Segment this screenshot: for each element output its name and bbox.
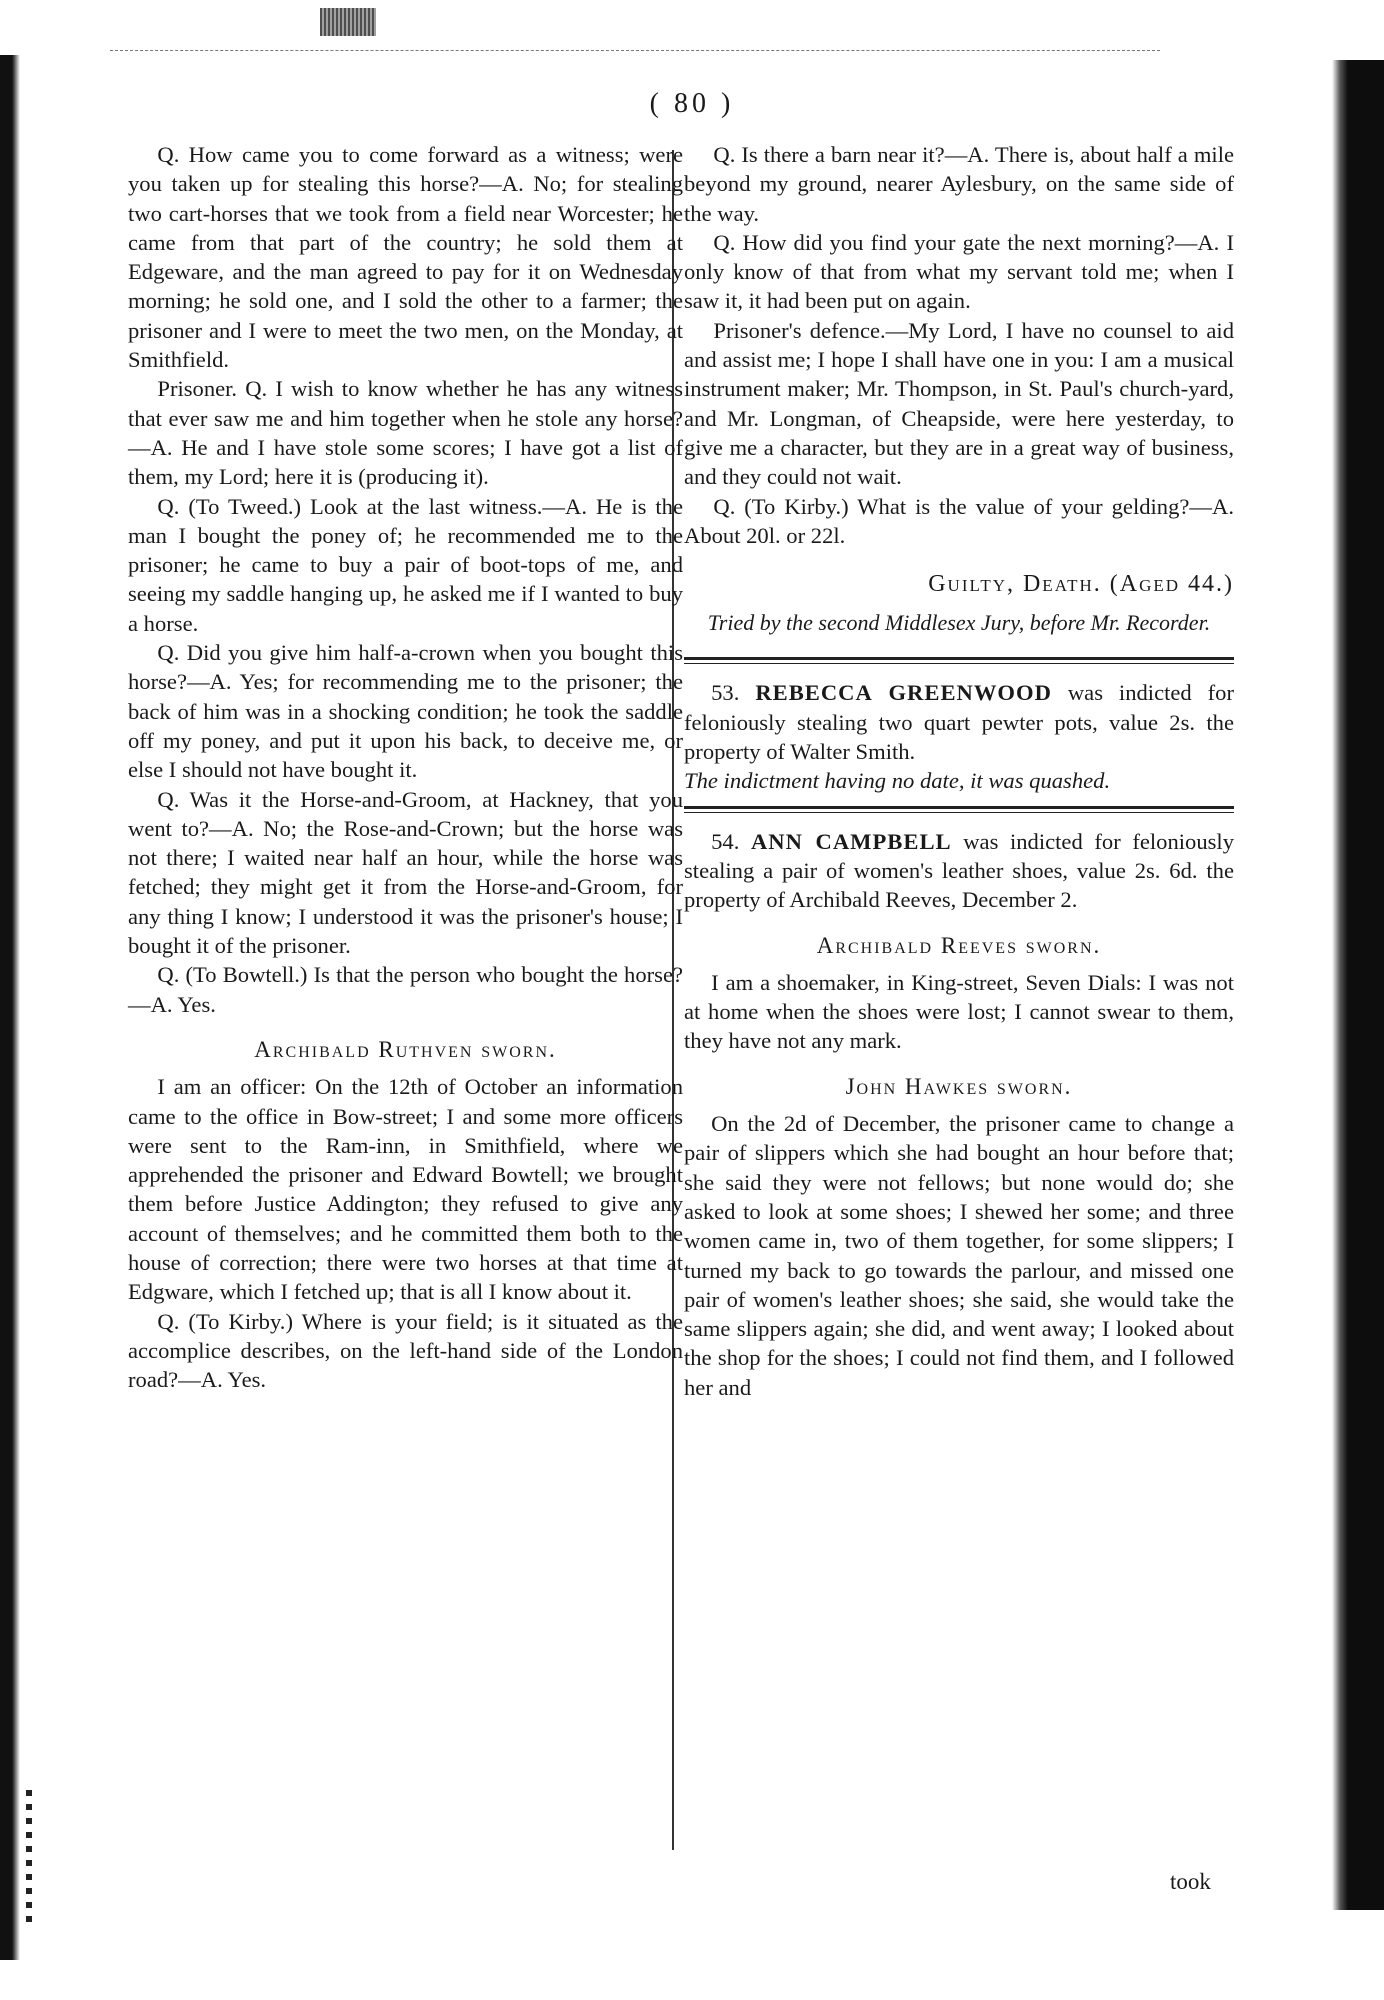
- margin-marks: [26, 1790, 32, 1930]
- left-paragraph-6: Q. (To Bowtell.) Is that the person who bought the horse?—A. Yes.: [128, 962, 683, 1017]
- case-53-name: REBECCA GREENWOOD: [755, 680, 1052, 706]
- scan-edge-right: [1332, 60, 1384, 1910]
- scan-edge-left: [0, 55, 20, 1960]
- witness-hawkes-text: On the 2d of December, the prisoner came to change a pair of slippers which she had bought an hour before that; she said they were not fellows; but none would do; she asked to look at some shoes; I shewed her some; and three women came in, two of them together, for some slippers; I turned my back to go towards the parlour, and missed one pair of women's leather shoes; she said, she would take the same slippers again; she did, and went away; I looked about the shop for the shoes; I could not find them, and I followed her and: [684, 1111, 1234, 1400]
- trial-note: Tried by the second Middlesex Jury, before Mr. Recorder.: [707, 610, 1211, 636]
- case-54-text: was indicted for feloniously stealing a pair of women's leather shoes, value 2s. 6d. the property of Archibald Reeves, December 2.: [684, 828, 1234, 913]
- left-paragraph-7: I am an officer: On the 12th of October an information came to the office in Bow-street; I and some more officers were sent to the Ram-inn, in Smithfield, where we apprehended the prisoner and Edward Bowtell; we brought them before Justice Addington; they refused to give any account of themselves; and he committed them both to the house of correction; there were two horses at that time at Edgware, which I fetched up; that is all I know about it.: [128, 1074, 683, 1305]
- case-54-name: ANN CAMPBELL: [750, 828, 952, 854]
- verdict: Guilty, Death. (Aged 44.): [928, 571, 1234, 598]
- case-53-number: 53.: [711, 680, 740, 706]
- left-paragraph-8: Q. (To Kirby.) Where is your field; is it situated as the accomplice describes, on the left-hand side of the London road?—A. Yes.: [128, 1308, 683, 1393]
- case-53-paragraph: [684, 678, 1234, 766]
- section-rule-2: [684, 806, 1234, 813]
- right-paragraph-2: Q. How did you find your gate the next morning?—A. I only know of that from what my servant told me; when I saw it, it had been put on again.: [684, 229, 1234, 314]
- case-54: [684, 827, 1234, 1402]
- case-53-note: The indictment having no date, it was quashed.: [684, 768, 1111, 794]
- case-54-paragraph: [684, 827, 1234, 915]
- witness-heading-ruthven: Archibald Ruthven sworn.: [254, 1036, 557, 1062]
- left-column: [128, 140, 683, 1394]
- witness-heading-hawkes: John Hawkes sworn.: [845, 1073, 1073, 1099]
- section-rule-1: [684, 657, 1234, 664]
- left-paragraph-2: Prisoner. Q. I wish to know whether he has any witness that ever saw me and him together when he stole any horse?—A. He and I have stole some scores; I have got a list of them, my Lord; here it is (producing it).: [128, 376, 683, 490]
- left-paragraph-3: Q. (To Tweed.) Look at the last witness.—A. He is the man I bought the poney of; he recommended me to the prisoner; he came to buy a pair of boot-tops of me, and seeing my saddle hanging up, he asked me if I wanted to buy a horse.: [128, 493, 683, 636]
- right-paragraph-4: Q. (To Kirby.) What is the value of your gelding?—A. About 20l. or 22l.: [684, 493, 1234, 548]
- witness-reeves-text: I am a shoemaker, in King-street, Seven Dials: I was not at home when the shoes were lost; I cannot swear to them, they have not any mark.: [684, 969, 1234, 1054]
- right-column: [684, 140, 1234, 1402]
- left-paragraph-1: Q. How came you to come forward as a witness; were you taken up for stealing this horse?—A. No; for stealing two cart-horses that we took from a field near Worcester; he came from that part of the country; he sold them at Edgeware, and the man agreed to pay for it on Wednesday morning; he sold one, and I sold the other to a farmer; the prisoner and I were to meet the two men, on the Monday, at Smithfield.: [128, 142, 683, 373]
- left-paragraph-4: Q. Did you give him half-a-crown when you bought this horse?—A. Yes; for recommending me to the prisoner; the back of him was in a shocking condition; he took the saddle off my poney, and put it upon his back, to deceive me, or else I should not have bought it.: [128, 640, 683, 783]
- page-number: ( 80 ): [649, 88, 735, 119]
- right-paragraph-1: Q. Is there a barn near it?—A. There is, about half a mile beyond my ground, nearer Aylesbury, on the same side of the way.: [684, 142, 1234, 226]
- witness-heading-reeves: Archibald Reeves sworn.: [816, 932, 1102, 958]
- case-54-number: 54.: [711, 828, 740, 854]
- printer-mark: [320, 8, 376, 36]
- top-rule: [110, 50, 1160, 51]
- case-53: [684, 678, 1234, 795]
- left-paragraph-5: Q. Was it the Horse-and-Groom, at Hackney, that you went to?—A. No; the Rose-and-Crown; but the horse was not there; I waited near half an hour, while the horse was fetched; they might get it from the Horse-and-Groom, for any thing I know; I understood it was the prisoner's house; I bought it of the prisoner.: [128, 786, 683, 959]
- catchword: took: [1170, 1869, 1211, 1894]
- right-paragraph-3: Prisoner's defence.—My Lord, I have no counsel to aid and assist me; I hope I shall have one in you: I am a musical instrument maker; Mr. Thompson, in St. Paul's church-yard, and Mr. Longman, of Cheapside, were here yesterday, to give me a character, but they are in a great way of business, and they could not wait.: [684, 317, 1234, 490]
- case-53-text: was indicted for feloniously stealing two quart pewter pots, value 2s. the property of Walter Smith.: [684, 680, 1234, 765]
